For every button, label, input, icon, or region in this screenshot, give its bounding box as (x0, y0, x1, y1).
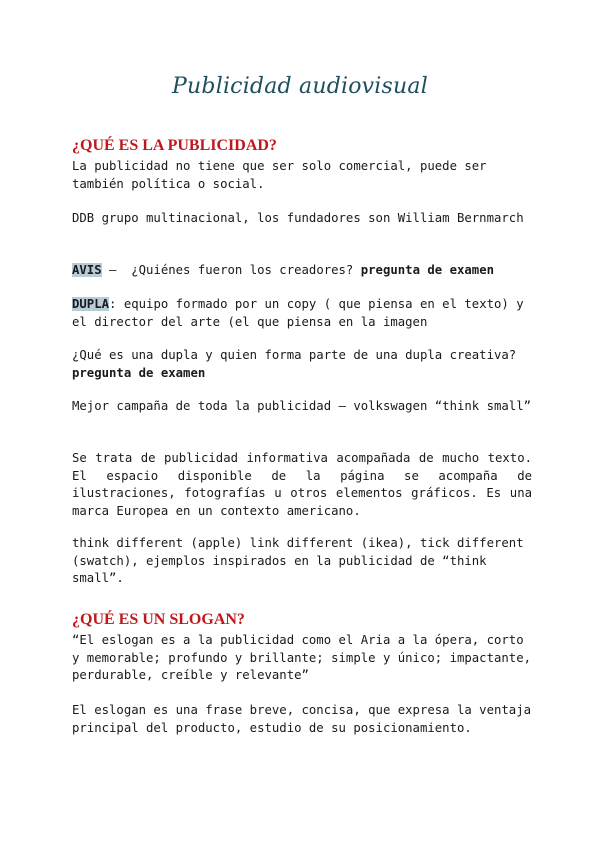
document-title: Publicidad audiovisual (172, 74, 428, 99)
dupla-highlight: DUPLA (72, 297, 110, 311)
exam-question-label: pregunta de examen (72, 365, 206, 380)
section-heading-publicidad: ¿QUÉ ES LA PUBLICIDAD? (72, 137, 277, 154)
section-heading-slogan: ¿QUÉ ES UN SLOGAN? (72, 611, 245, 628)
paragraph-think-different: think different (apple) link different (ikea), tick different (swatch), ejemplos inspirados en la publicidad de “think small”. (72, 536, 532, 585)
exam-question-label: pregunta de examen (360, 263, 495, 277)
paragraph-publicidad-definition: La publicidad no tiene que ser solo comercial, puede ser también política o social. (72, 159, 494, 191)
paragraph-avis (72, 262, 532, 280)
paragraph-informativa: Se trata de publicidad informativa acompañada de mucho texto. El espacio disponible de la página se acompaña de ilustraciones, fotografías u otros elementos gráficos. Es una marca Europea en un contexto americano. (72, 451, 540, 518)
paragraph-ddb: DDB grupo multinacional, los fundadores son William Bernmarch (72, 211, 524, 225)
dupla-definition: : equipo formado por un copy ( que piensa en el texto) y el director del arte (el que piensa en la imagen (72, 297, 532, 329)
avis-highlight: AVIS (72, 263, 102, 277)
paragraph-dupla (72, 296, 532, 331)
avis-question: – ¿Quiénes fueron los creadores? (101, 263, 361, 277)
paragraph-slogan-quote: “El eslogan es a la publicidad como el Aria a la ópera, corto y memorable; profundo y brillante; simple y único; impactante, perdurable, creíble y relevante” (72, 633, 539, 682)
paragraph-think-small: Mejor campaña de toda la publicidad – volkswagen “think small” (72, 399, 532, 413)
dupla-question: ¿Qué es una dupla y quien forma parte de una dupla creativa? (72, 348, 524, 362)
paragraph-dupla-question (72, 347, 532, 382)
paragraph-slogan-definition: El eslogan es una frase breve, concisa, que expresa la ventaja principal del producto, estudio de su posicionamiento. (72, 703, 539, 735)
